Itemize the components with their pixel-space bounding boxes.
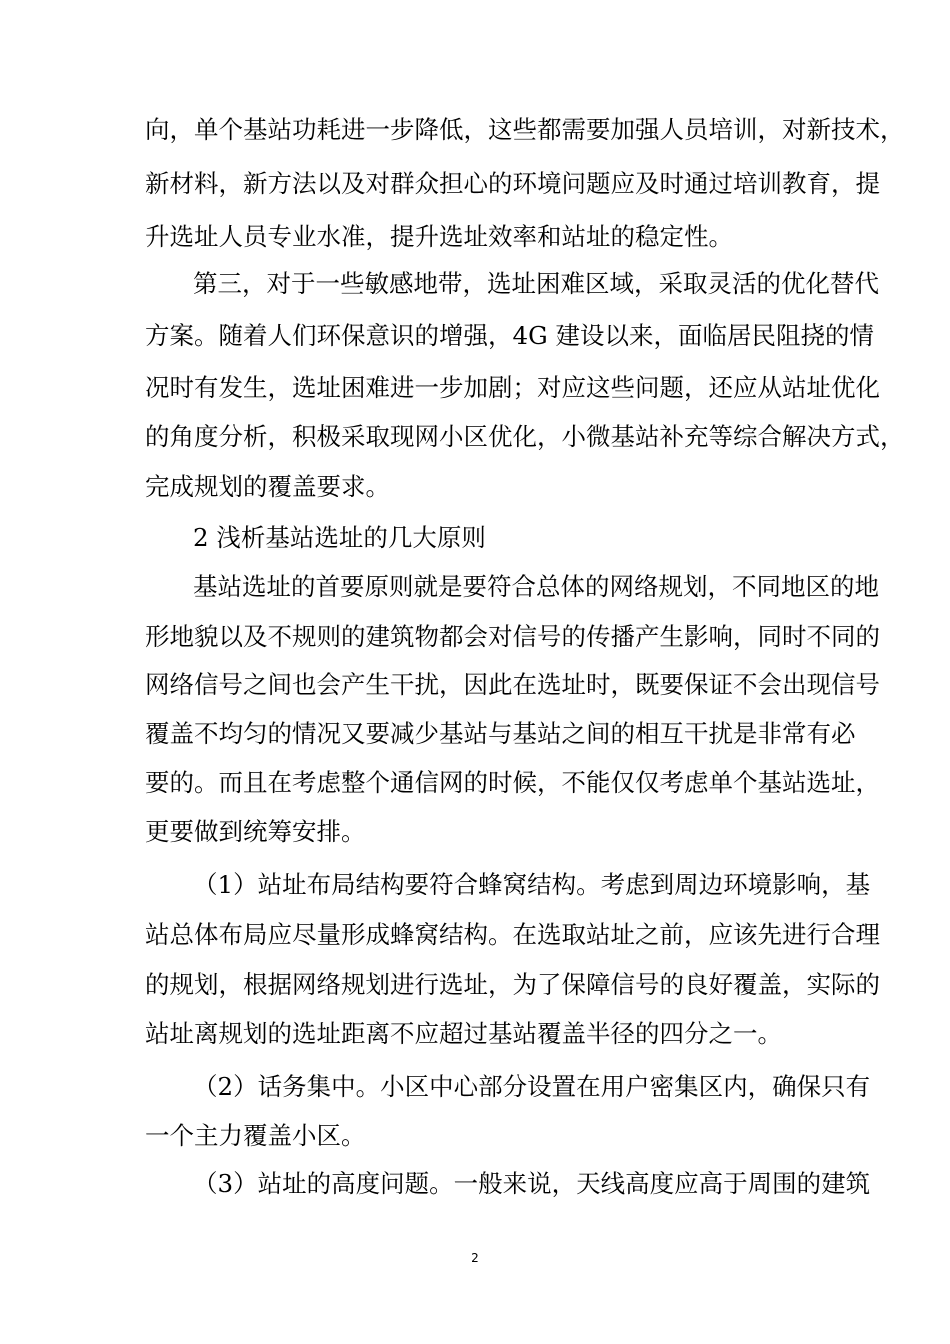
text-line: 要的。而且在考虑整个通信网的时候，不能仅仅考虑单个基站选址， xyxy=(145,768,880,797)
paragraph-start: 基站选址的首要原则就是要符合总体的网络规划，不同地区的地 xyxy=(193,572,879,601)
list-item-start: （1）站址布局结构要符合蜂窝结构。考虑到周边环境影响，基 xyxy=(193,870,871,899)
list-item-start: （2）话务集中。小区中心部分设置在用户密集区内，确保只有 xyxy=(193,1072,871,1101)
text-line: 的规划，根据网络规划进行选址，为了保障信号的良好覆盖，实际的 xyxy=(145,970,880,999)
section-heading: 2 浅析基站选址的几大原则 xyxy=(193,523,486,552)
list-item-start: （3）站址的高度问题。一般来说，天线高度应高于周围的建筑 xyxy=(193,1169,871,1198)
text-line: 况时有发生，选址困难进一步加剧；对应这些问题，还应从站址优化 xyxy=(145,373,880,402)
paragraph-start: 第三，对于一些敏感地带，选址困难区域，采取灵活的优化替代 xyxy=(193,269,879,298)
text-line: 向，单个基站功耗进一步降低，这些都需要加强人员培训，对新技术， xyxy=(145,115,905,144)
text-line: 覆盖不均匀的情况又要减少基站与基站之间的相互干扰是非常有必 xyxy=(145,719,856,748)
page-number: 2 xyxy=(471,1251,479,1265)
text-line: 升选址人员专业水准，提升选址效率和站址的稳定性。 xyxy=(145,222,733,251)
text-line: 新材料，新方法以及对群众担心的环境问题应及时通过培训教育，提 xyxy=(145,169,880,198)
text-line: 站址离规划的选址距离不应超过基站覆盖半径的四分之一。 xyxy=(145,1019,782,1048)
text-line: 站总体布局应尽量形成蜂窝结构。在选取站址之前，应该先进行合理 xyxy=(145,920,880,949)
text-line: 形地貌以及不规则的建筑物都会对信号的传播产生影响，同时不同的 xyxy=(145,622,880,651)
text-line: 一个主力覆盖小区。 xyxy=(145,1121,366,1150)
text-line: 完成规划的覆盖要求。 xyxy=(145,472,390,501)
text-line: 更要做到统筹安排。 xyxy=(145,817,366,846)
text-line: 方案。随着人们环保意识的增强，4G 建设以来，面临居民阻挠的情 xyxy=(145,321,874,350)
text-line: 网络信号之间也会产生干扰，因此在选址时，既要保证不会出现信号 xyxy=(145,670,880,699)
text-line: 的角度分析，积极采取现网小区优化，小微基站补充等综合解决方式， xyxy=(145,422,905,451)
